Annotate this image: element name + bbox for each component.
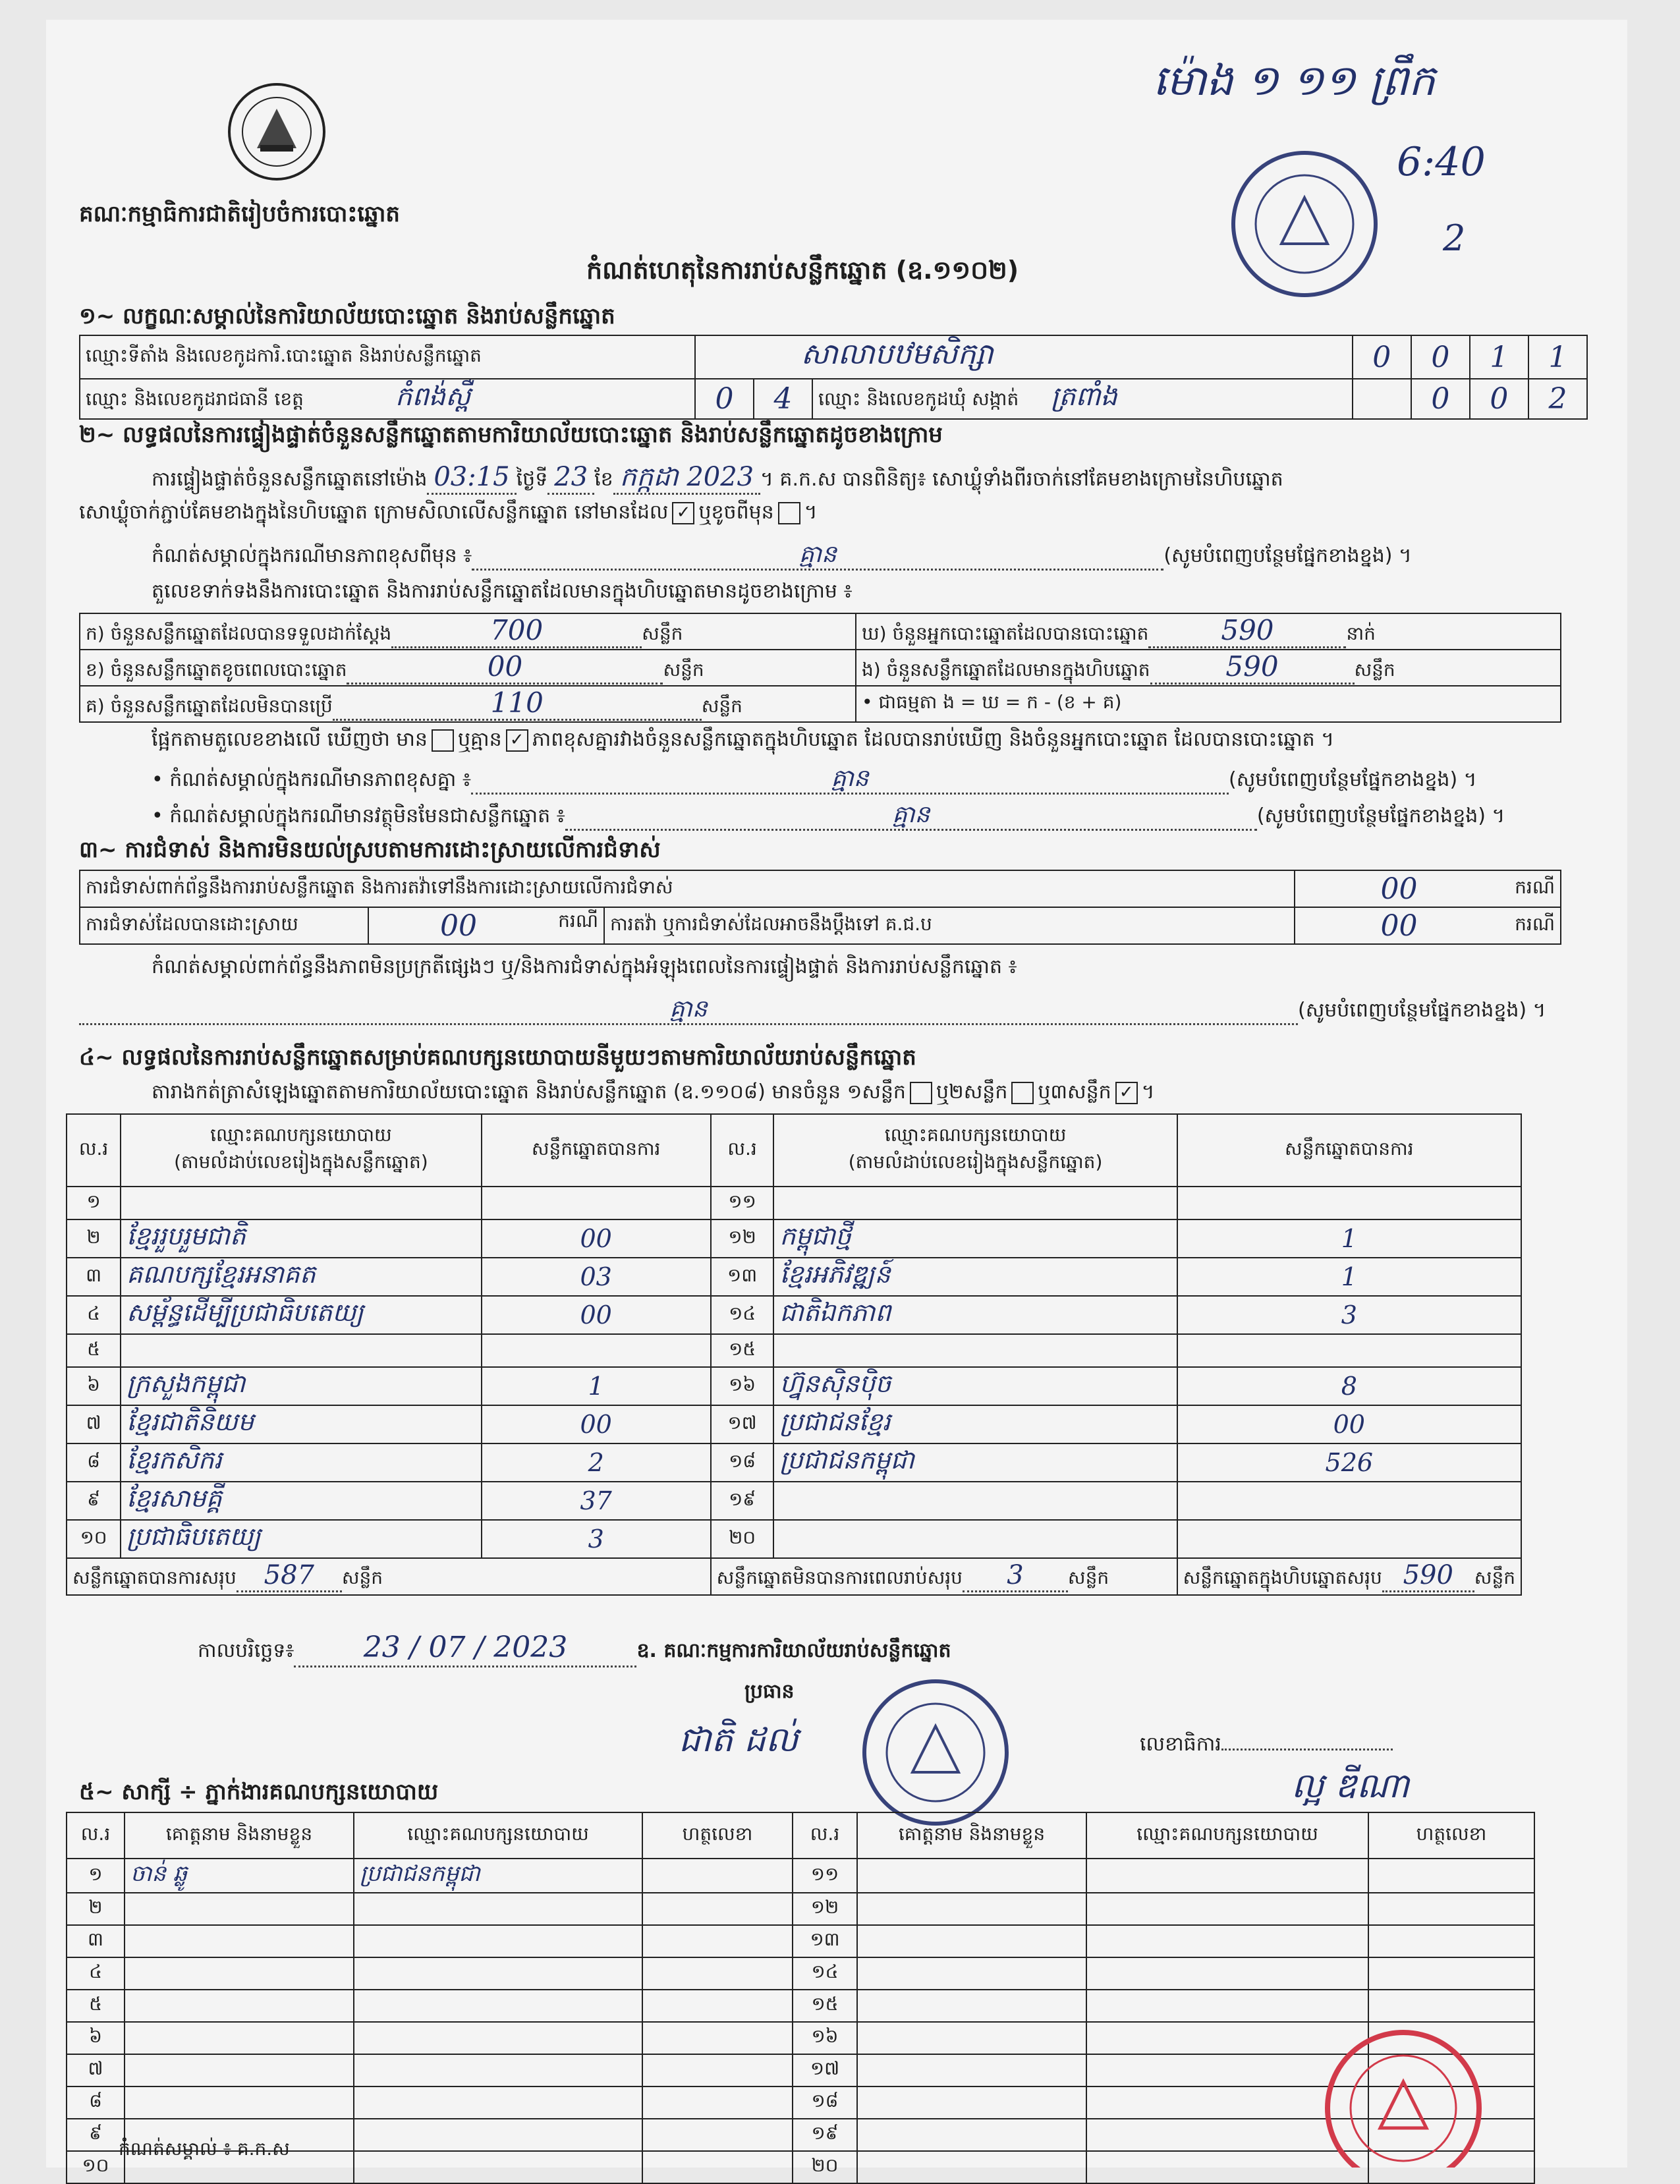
ballots-spoiled: 00 [347, 650, 663, 685]
witness-party [354, 2151, 642, 2183]
commune-label: ឈ្មោះ និងលេខកូដឃុំ សង្កាត់ [818, 388, 1019, 410]
witness-row [67, 1925, 1534, 1957]
result-no: ១៤ [711, 1296, 774, 1334]
results-row [67, 1296, 1521, 1334]
result-no: ៧ [67, 1405, 121, 1443]
results-row [67, 1334, 1521, 1367]
witness-party [1086, 1990, 1368, 2022]
result-votes [482, 1334, 711, 1367]
witness-no: ១៤ [793, 1957, 857, 1990]
result-votes: 37 [482, 1482, 711, 1520]
result-party [773, 1187, 1177, 1219]
tally-sheets-line: តារាងកត់ត្រាសំឡេងឆ្នោតតាមការិយាល័យបោះឆ្នោត និងរាប់សន្លឹកឆ្នោត (ឧ.១១០៨) មានចំនួន ១សន្លឹក ឬ២សន្លឹក ឬ៣សន្លឹក ✓ ។ [152, 1080, 1155, 1104]
result-party: សម្ព័ន្ធដើម្បីប្រជាធិបតេយ្យ [121, 1296, 482, 1334]
result-votes: 3 [482, 1520, 711, 1558]
result-votes: 8 [1177, 1367, 1521, 1405]
form-title: កំណត់ហេតុនៃការរាប់សន្លឹកឆ្នោត (ឧ.១១០២) [586, 256, 1019, 285]
witness-party [354, 2086, 642, 2119]
result-party [773, 1334, 1177, 1367]
lock-intact-checkbox[interactable]: ✓ [672, 502, 694, 524]
result-no: ១៥ [711, 1334, 774, 1367]
result-no: ៥ [67, 1334, 121, 1367]
row2-label: ឈ្មោះ និងលេខកូដរាជធានី ខេត្ត [86, 388, 304, 410]
appeals-count: 00 [1295, 907, 1503, 944]
witness-no: ៦ [67, 2022, 125, 2054]
discrepancy-note-line: • កំណត់សម្គាល់ក្នុងករណីមានភាពខុសគ្នា ៖ គ្មាន (សូមបំពេញបន្ថែមផ្នែកខាងខ្នង) ។ [152, 764, 1588, 795]
result-party: ប្រជាជនខ្មែរ [773, 1405, 1177, 1443]
result-party: ប្រជាជនកម្ពុជា [773, 1443, 1177, 1482]
witness-no: ៣ [67, 1925, 125, 1957]
result-party: ប្រជាធិបតេយ្យ [121, 1520, 482, 1558]
witness-row [67, 1893, 1534, 1925]
result-party [121, 1334, 482, 1367]
discrepancy-note-value: គ្មាន [471, 764, 1229, 795]
witness-name [857, 2151, 1086, 2183]
result-votes: 00 [482, 1296, 711, 1334]
witness-name [125, 2086, 354, 2119]
witness-sign [642, 1893, 793, 1925]
witness-no: ៥ [67, 1990, 125, 2022]
witness-no: ១៥ [793, 1990, 857, 2022]
result-votes [1177, 1187, 1521, 1219]
irregularities-note-label: កំណត់សម្គាល់ពាក់ព័ន្ធនឹងភាពមិនប្រក្រតីផ្សេងៗ ឬ/និងការជំទាស់ក្នុងអំឡុងពេលនៃការផ្ទៀងផ្ទាត់ និងការរាប់សន្លឹកឆ្នោត ៖ [152, 955, 1017, 978]
witness-sign [642, 2119, 793, 2151]
witness-row [67, 1859, 1534, 1893]
province-code-2: 4 [754, 379, 812, 419]
result-no: ២ [67, 1219, 121, 1258]
nec-logo [224, 79, 329, 184]
result-votes: 00 [482, 1405, 711, 1443]
commune-code-1: 0 [1411, 379, 1470, 419]
witness-no: ១៩ [793, 2119, 857, 2151]
witness-name [857, 1957, 1086, 1990]
result-party: គណបក្សខ្មែរអនាគត [121, 1258, 482, 1296]
result-votes [482, 1187, 711, 1219]
result-party: កម្ពុជាថ្មី [773, 1219, 1177, 1258]
row1-label: ឈ្មោះទីតាំង និងលេខកូដការិ.បោះឆ្នោត និងរាប់សន្លឹកឆ្នោត [80, 335, 695, 379]
resolved-count: 00 [440, 909, 477, 943]
results-row [67, 1187, 1521, 1219]
witness-party [354, 1925, 642, 1957]
result-no: ១៨ [711, 1443, 774, 1482]
official-seal-middle [856, 1673, 1015, 1832]
org-name: គណៈកម្មាធិការជាតិរៀបចំការបោះឆ្នោត [79, 201, 401, 227]
objections-table: ការជំទាស់ពាក់ព័ន្ធនឹងការរាប់សន្លឹកឆ្នោត និងការតវ៉ាទៅនឹងការដោះស្រាយលើការជំទាស់ 00 ករណី ការជំទាស់ដែលបានដោះស្រាយ 00 ករណី ការតវ៉ា ឬការជំទាស់ដែលអាចនឹងប្តឹងទៅ គ.ជ.ប 00 ករណី [79, 870, 1561, 945]
secretary-line: លេខាធិការ [1140, 1733, 1393, 1756]
witness-sign [642, 1957, 793, 1990]
province-code-1: 0 [695, 379, 754, 419]
results-row [67, 1367, 1521, 1405]
result-no: ១៦ [711, 1367, 774, 1405]
total-valid: 587 [237, 1560, 342, 1592]
result-party: ហ្វ៊ុនស៊ិនប៉ិច [773, 1367, 1177, 1405]
discrepancy-yes-checkbox[interactable] [432, 729, 454, 752]
results-row [67, 1443, 1521, 1482]
witness-party [354, 1957, 642, 1990]
voters-voted: 590 [1148, 614, 1346, 648]
col-votes-right: សន្លឹកឆ្នោតបានការ [1177, 1114, 1521, 1187]
commune-code-3: 2 [1528, 379, 1587, 419]
discrepancy-line: ផ្អែកតាមតួលេខខាងលើ ឃើញថា មាន ឬគ្មាន ✓ ភាពខុសគ្នារវាងចំនួនសន្លឹកឆ្នោតក្នុងហិបឆ្នោត ដែលបានរាប់ឃើញ និងចំនួនអ្នកបោះឆ្នោត ដែលបានបោះឆ្នោត ។ [152, 728, 1334, 751]
invalid-note-line: • កំណត់សម្គាល់ក្នុងករណីមានវត្ថុមិនមែនជាសន្លឹកឆ្នោត ៖ គ្មាន (សូមបំពេញបន្ថែមផ្នែកខាងខ្នង) ។ [152, 800, 1588, 831]
date-line: កាលបរិច្ឆេទ៖ 23 / 07 / 2023 ឧ. គណៈកម្មការការិយាល័យរាប់សន្លឹកឆ្នោត [198, 1631, 951, 1667]
section5-title: ៥~ សាក្សី ÷ ភ្នាក់ងារគណបក្សនយោបាយ [79, 1779, 439, 1805]
witness-no: ២ [67, 1893, 125, 1925]
witness-party [354, 2022, 642, 2054]
result-votes: 3 [1177, 1296, 1521, 1334]
station-code-2: 0 [1411, 335, 1470, 379]
witness-sign [642, 1859, 793, 1893]
witness-sign [1368, 1925, 1534, 1957]
result-no: ១៣ [711, 1258, 774, 1296]
witness-no: ៤ [67, 1957, 125, 1990]
witness-table: ល.រ គោត្តនាម និងនាមខ្លួន ឈ្មោះគណបក្សនយោបាយ ហត្ថលេខា ល.រ គោត្តនាម និងនាមខ្លួន ឈ្មោះគណបក្សនយោបាយ ហត្ថលេខា ១ ចាន់ ឆ្លូ ប្រជាជនកម្ពុជា ១១ ២ ១២ ៣ ១៣ ៤ ១៤ ៥ ១៥ ៦ ១៦ ៧ ១៧ ៨ ១៨ ៩ ១៩ ១០ ២០ [66, 1812, 1535, 2184]
lock-status-line: សោឃ្លុំចាក់ភ្ជាប់គែមខាងក្នុងនៃហិបឆ្នោត ក្រោមសិលាលើសន្លឹកឆ្នោត នៅមានដែល ✓ ឬខូចពីមុន ។ [79, 501, 818, 524]
witness-name [857, 1990, 1086, 2022]
results-row [67, 1405, 1521, 1443]
handwritten-time: 6:40 [1397, 139, 1486, 185]
secretary-name: ល្អ ឌីណា [1291, 1766, 1410, 1806]
witness-no: ២០ [793, 2151, 857, 2183]
witness-no: ៩ [67, 2119, 125, 2151]
result-votes: 1 [1177, 1219, 1521, 1258]
witness-name [857, 1893, 1086, 1925]
col-no-right: ល.រ [711, 1114, 774, 1187]
appeals-label: ការតវ៉ា ឬការជំទាស់ដែលអាចនឹងប្តឹងទៅ គ.ជ.ប [604, 907, 1295, 944]
result-no: ៣ [67, 1258, 121, 1296]
result-votes: 526 [1177, 1443, 1521, 1482]
witness-sign [642, 1990, 793, 2022]
objections-label: ការជំទាស់ពាក់ព័ន្ធនឹងការរាប់សន្លឹកឆ្នោត និងការតវ៉ាទៅនឹងការដោះស្រាយលើការជំទាស់ [80, 870, 1295, 907]
result-party [773, 1482, 1177, 1520]
witness-name [125, 1925, 354, 1957]
polling-station-name: សាលាបឋមសិក្សា [695, 335, 1353, 379]
witness-name [857, 2054, 1086, 2086]
handwritten-mark: 2 [1443, 217, 1466, 259]
witness-sign [642, 1925, 793, 1957]
results-row [67, 1520, 1521, 1558]
witness-no: ១៦ [793, 2022, 857, 2054]
result-party: ខ្មែរជាតិនិយម [121, 1405, 482, 1443]
result-votes [1177, 1482, 1521, 1520]
witness-sign [642, 2086, 793, 2119]
result-no: ២០ [711, 1520, 774, 1558]
chair-label: ប្រធាន [744, 1680, 795, 1703]
result-no: ៩ [67, 1482, 121, 1520]
witness-sign [1368, 1957, 1534, 1990]
witness-sign [642, 2054, 793, 2086]
witness-party [1086, 1859, 1368, 1893]
three-sheets-checkbox[interactable]: ✓ [1115, 1082, 1138, 1104]
date-value: 23 / 07 / 2023 [294, 1631, 636, 1667]
witness-party: ប្រជាជនកម្ពុជា [354, 1859, 642, 1893]
witness-sign [1368, 1859, 1534, 1893]
form-page [46, 20, 1627, 2176]
section1-title: ១~ លក្ខណៈសម្គាល់នៃការិយាល័យបោះឆ្នោត និងរាប់សន្លឹកឆ្នោត [79, 303, 615, 329]
section2-title: ២~ លទ្ធផលនៃការផ្ទៀងផ្ទាត់ចំនួនសន្លឹកឆ្នោតតាមការិយាល័យបោះឆ្នោត និងរាប់សន្លឹកឆ្នោតដូចខាងក្រោម [79, 422, 943, 448]
result-no: ១៩ [711, 1482, 774, 1520]
witness-party [354, 1990, 642, 2022]
results-row [67, 1258, 1521, 1296]
formula: ជាធម្មតា ង = ឃ = ក - (ខ + គ) [878, 691, 1122, 713]
witness-sign [1368, 1990, 1534, 2022]
result-votes: 2 [482, 1443, 711, 1482]
witness-name [857, 2086, 1086, 2119]
result-no: ១២ [711, 1219, 774, 1258]
witness-no: ៧ [67, 2054, 125, 2086]
witness-sign [642, 2022, 793, 2054]
commune-name: ត្រពាំង [1051, 381, 1117, 412]
col-party-right: ឈ្មោះគណបក្សនយោបាយ [884, 1124, 1067, 1146]
result-party: ខ្មែរអភិវឌ្ឍន៍ [773, 1258, 1177, 1296]
witness-name [857, 2119, 1086, 2151]
result-no: ១៧ [711, 1405, 774, 1443]
result-party: ខ្មែរកសិករ [121, 1443, 482, 1482]
witness-party [354, 2119, 642, 2151]
witness-name [857, 1925, 1086, 1957]
result-no: ៨ [67, 1443, 121, 1482]
witness-no: ១៧ [793, 2054, 857, 2086]
result-votes: 1 [482, 1367, 711, 1405]
witness-name [125, 1990, 354, 2022]
result-votes: 00 [482, 1219, 711, 1258]
result-no: ៦ [67, 1367, 121, 1405]
witness-no: ១២ [793, 1893, 857, 1925]
total-in-box: 590 [1382, 1560, 1474, 1592]
commune-code-2: 0 [1470, 379, 1528, 419]
official-seal-top [1225, 145, 1384, 303]
objections-count: 00 [1295, 870, 1503, 907]
result-no: ៤ [67, 1296, 121, 1334]
witness-name [125, 2054, 354, 2086]
witness-party [354, 1893, 642, 1925]
results-row [67, 1482, 1521, 1520]
one-sheet-checkbox[interactable] [910, 1082, 932, 1104]
section4-title: ៤~ លទ្ធផលនៃការរាប់សន្លឹកឆ្នោតសម្រាប់គណបក្សនយោបាយនីមួយៗតាមការិយាល័យរាប់សន្លឹកឆ្នោត [79, 1044, 916, 1071]
result-no: ១១ [711, 1187, 774, 1219]
witness-no: ១១ [793, 1859, 857, 1893]
ballots-unused: 110 [333, 686, 702, 721]
result-no: ១ [67, 1187, 121, 1219]
witness-row [67, 1957, 1534, 1990]
result-votes [1177, 1334, 1521, 1367]
province-name: កំពង់ស្ពឺ [395, 381, 471, 412]
result-party [773, 1520, 1177, 1558]
diff-note-value: គ្មាន [472, 540, 1163, 571]
witness-party [1086, 1893, 1368, 1925]
col-votes-left: សន្លឹកឆ្នោតបានការ [482, 1114, 711, 1187]
verify-time: 03:15 [427, 461, 516, 495]
verify-day: 23 [547, 461, 594, 495]
counts-intro: តួលេខទាក់ទងនឹងការបោះឆ្នោត និងការរាប់សន្លឹកឆ្នោតដែលមានក្នុងហិបឆ្នោតមានដូចខាងក្រោម ៖ [152, 580, 853, 603]
witness-no: ១០ [67, 2151, 125, 2183]
witness-name [125, 2022, 354, 2054]
result-party: ជាតិឯកភាព [773, 1296, 1177, 1334]
station-code-4: 1 [1528, 335, 1587, 379]
total-invalid: 3 [963, 1560, 1068, 1592]
results-table: ល.រ ឈ្មោះគណបក្សនយោបាយ (តាមលំដាប់លេខរៀងក្នុងសន្លឹកឆ្នោត) សន្លឹកឆ្នោតបានការ ល.រ ឈ្មោះគណបក្សនយោបាយ (តាមលំដាប់លេខរៀងក្នុងសន្លឹកឆ្នោត) សន្លឹកឆ្នោតបានការ ១ ១១ ២ ខ្មែររួបរួមជាតិ 00 ១២ កម្ពុជាថ្មី 1 ៣ គណបក្សខ្មែរអនាគត 03 ១៣ ខ្មែរអភិវឌ្ឍន៍ 1 ៤ សម្ព័ន្ធដើម្បីប្រជាធិបតេយ្យ 00 ១៤ ជាតិឯកភាព 3 ៥ ១៥ ៦ ក្រសួងកម្ពុជា 1 ១៦ ហ្វ៊ុនស៊ិនប៉ិច 8 ៧ ខ្មែរជាតិនិយម 00 ១៧ ប្រជាជនខ្មែរ 00 ៨ ខ្មែរកសិករ 2 ១៨ ប្រជាជនកម្ពុជា 526 ៩ ខ្មែរសាមគ្គី 37 ១៩ ១០ ប្រជាធិបតេយ្យ 3 ២០ សន្លឹកឆ្នោតបានការសរុប 587 សន្លឹក សន្លឹកឆ្នោតមិនបានការពេលរាប់សរុប 3 សន្លឹក សន្លឹកឆ្នោតក្នុងហិបឆ្នោតសរុប 590 សន្លឹក [66, 1113, 1522, 1596]
col-no-left: ល.រ [67, 1114, 121, 1187]
station-code-1: 0 [1353, 335, 1411, 379]
resolved-label: ការជំទាស់ដែលបានដោះស្រាយ [80, 907, 368, 944]
diff-note-line: កំណត់សម្គាល់ក្នុងករណីមានភាពខុសពីមុន ៖ គ្មាន (សូមបំពេញបន្ថែមផ្នែកខាងខ្នង) ។ [152, 540, 1588, 571]
result-party: ខ្មែររួបរួមជាតិ [121, 1219, 482, 1258]
result-no: ១០ [67, 1520, 121, 1558]
result-votes: 03 [482, 1258, 711, 1296]
verify-month: កក្កដា 2023 [613, 461, 760, 495]
witness-no: ៨ [67, 2086, 125, 2119]
witness-party [354, 2054, 642, 2086]
witness-party [1086, 1957, 1368, 1990]
footer-note: កំណត់សម្គាល់ ៖ គ.ក.ស [119, 2138, 290, 2160]
witness-name [857, 1859, 1086, 1893]
witness-row [67, 2022, 1534, 2054]
witness-no: ១៣ [793, 1925, 857, 1957]
handwritten-top-note: ម៉ោង ១ ១១ ព្រឹក [1153, 57, 1436, 105]
invalid-note-value: គ្មាន [565, 800, 1257, 831]
col-party-left: ឈ្មោះគណបក្សនយោបាយ [210, 1124, 392, 1146]
witness-name [857, 2022, 1086, 2054]
result-votes: 00 [1177, 1405, 1521, 1443]
witness-row [67, 2086, 1534, 2119]
official-seal-bottom [1318, 2023, 1489, 2168]
witness-sign [1368, 1893, 1534, 1925]
discrepancy-no-checkbox[interactable]: ✓ [506, 729, 528, 752]
ballots-received: 700 [391, 614, 642, 648]
counts-table: ក) ចំនួនសន្លឹកឆ្នោតដែលបានទទួលដាក់ស្តែង 700 សន្លឹក ឃ) ចំនួនអ្នកបោះឆ្នោតដែលបានបោះឆ្នោត 590 នាក់ ខ) ចំនួនសន្លឹកឆ្នោតខូចពេលបោះឆ្នោត 00 សន្លឹក ង) ចំនួនសន្លឹកឆ្នោតដែលមានក្នុងហិបឆ្នោត 590 សន្លឹក គ) ចំនួនសន្លឹកឆ្នោតដែលមិនបានប្រើ 110 សន្លឹក • ជាធម្មតា ង = ឃ = ក - (ខ + គ) [79, 613, 1561, 723]
witness-name [125, 1893, 354, 1925]
chair-name: ជាតិ ដល់ [679, 1720, 798, 1760]
witness-row [67, 2054, 1534, 2086]
witness-row [67, 1990, 1534, 2022]
result-party: ក្រសួងកម្ពុជា [121, 1367, 482, 1405]
witness-name [125, 1957, 354, 1990]
verify-time-line: ការផ្ទៀងផ្ទាត់ចំនួនសន្លឹកឆ្នោតនៅម៉ោង 03:15 ថ្ងៃទី 23 ខែ កក្កដា 2023 ។ គ.ក.ស បានពិនិត្យ៖ សោឃ្លុំទាំងពីរចាក់នៅគែមខាងក្រោមនៃហិបឆ្នោត [152, 461, 1283, 495]
irregularities-note-value: គ្មាន [79, 995, 1298, 1025]
witness-no: ១៨ [793, 2086, 857, 2119]
witness-sign [642, 2151, 793, 2183]
result-party: ខ្មែរសាមគ្គី [121, 1482, 482, 1520]
witness-name: ចាន់ ឆ្លូ [125, 1859, 354, 1893]
section1-table [79, 335, 1588, 420]
result-party [121, 1187, 482, 1219]
two-sheets-checkbox[interactable] [1011, 1082, 1034, 1104]
irregularities-note-line: គ្មាន (សូមបំពេញបន្ថែមផ្នែកខាងខ្នង) ។ [79, 995, 1581, 1025]
section3-title: ៣~ ការជំទាស់ និងការមិនយល់ស្របតាមការដោះស្រាយលើការជំទាស់ [79, 837, 661, 863]
result-votes [1177, 1520, 1521, 1558]
witness-party [1086, 1925, 1368, 1957]
station-code-3: 1 [1470, 335, 1528, 379]
ballots-in-box: 590 [1150, 650, 1355, 685]
witness-no: ១ [67, 1859, 125, 1893]
result-votes: 1 [1177, 1258, 1521, 1296]
results-row [67, 1219, 1521, 1258]
lock-broken-checkbox[interactable] [778, 502, 800, 524]
